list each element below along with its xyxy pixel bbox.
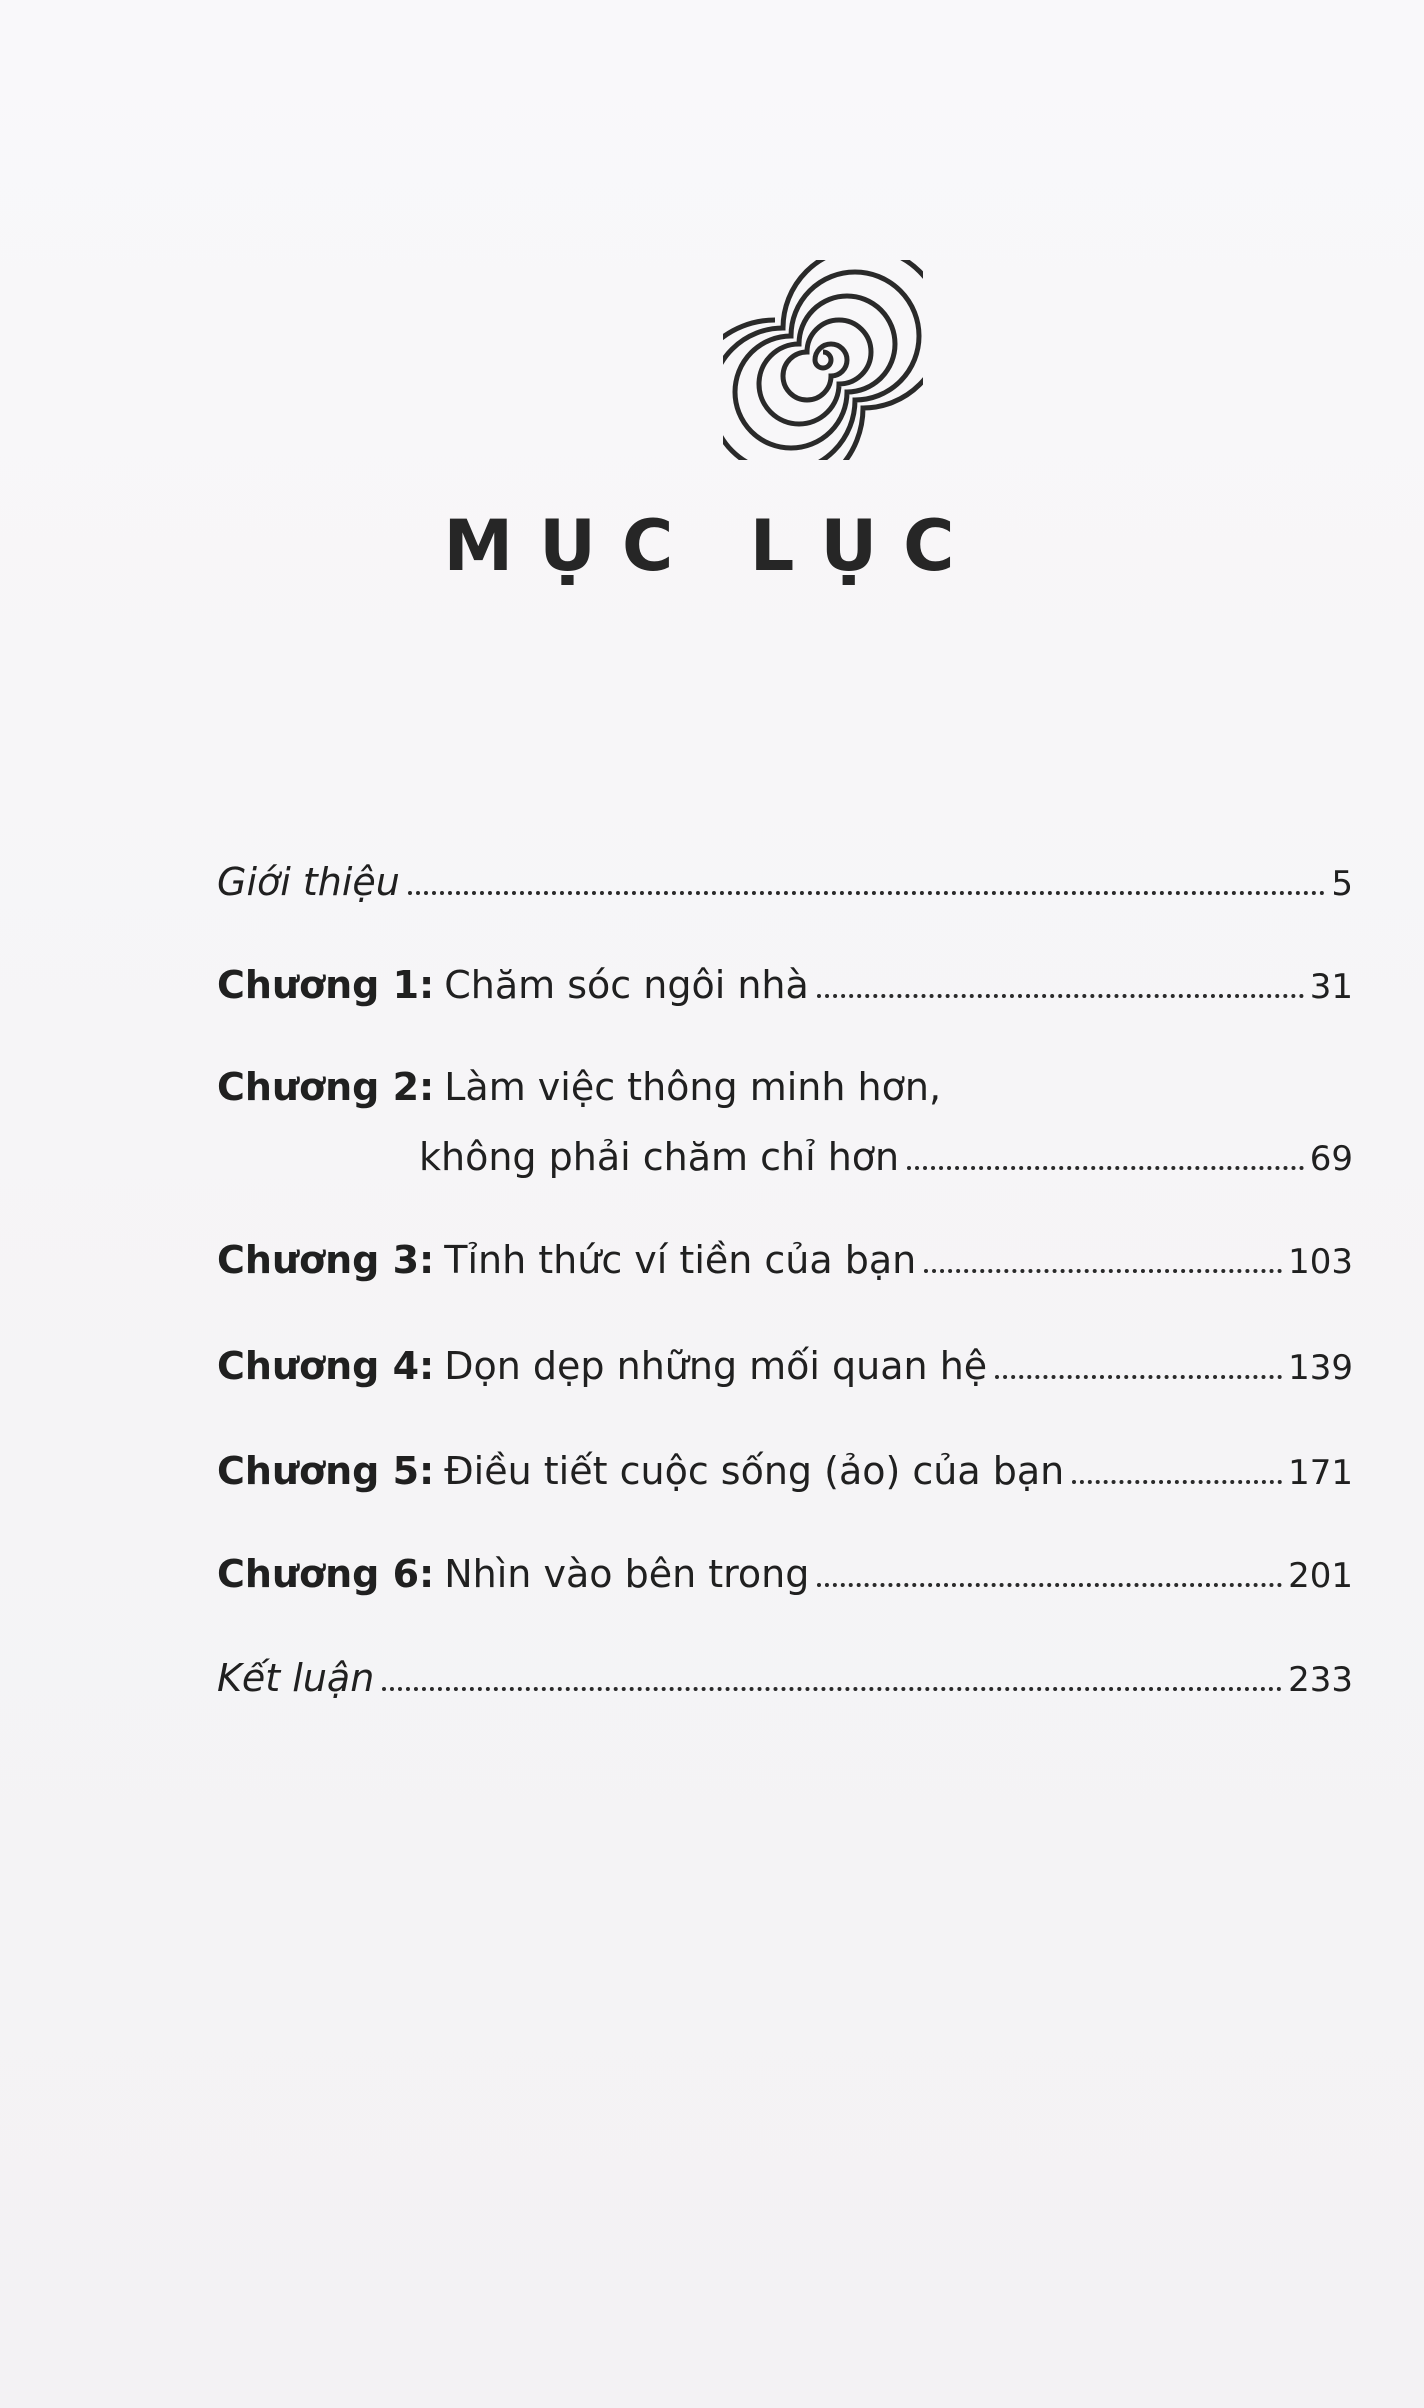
toc-entry-title: Kết luận xyxy=(217,1656,375,1700)
toc-entry-page: 103 xyxy=(1288,1242,1353,1282)
toc-entry-page: 139 xyxy=(1288,1348,1353,1388)
toc-entry-title: Dọn dẹp những mối quan hệ xyxy=(444,1344,988,1388)
toc-entry-title: Nhìn vào bên trong xyxy=(444,1552,810,1596)
dot-leader xyxy=(408,891,1325,895)
toc-entry-chapter: Chương 1: xyxy=(217,963,435,1007)
toc-entry-chapter-5 xyxy=(217,1449,1353,1495)
toc-entry-chapter: Chương 6: xyxy=(217,1552,435,1596)
dot-leader xyxy=(924,1269,1282,1273)
toc-entry-chapter-2 xyxy=(217,1065,1353,1111)
toc-entry-page: 233 xyxy=(1288,1660,1353,1700)
toc-entry-chapter-2-continued xyxy=(419,1135,1353,1181)
toc-entry-title: Tỉnh thức ví tiền của bạn xyxy=(444,1238,917,1282)
dot-leader xyxy=(817,994,1304,998)
dot-leader xyxy=(907,1166,1304,1170)
dot-leader xyxy=(382,1687,1282,1691)
page-title: MỤC LỤC xyxy=(443,505,981,587)
toc-entry-page: 171 xyxy=(1288,1453,1353,1493)
toc-entry-title: Điều tiết cuộc sống (ảo) của bạn xyxy=(444,1449,1065,1493)
toc-entry-chapter-4 xyxy=(217,1344,1353,1390)
dot-leader xyxy=(995,1375,1282,1379)
toc-entry-page: 5 xyxy=(1331,864,1353,904)
toc-entry-title-line2: không phải chăm chỉ hơn xyxy=(419,1135,900,1179)
spiral-icon xyxy=(723,260,923,460)
toc-entry-page: 31 xyxy=(1309,967,1353,1007)
toc-entry-chapter: Chương 2: xyxy=(217,1065,435,1109)
toc-entry-conclusion xyxy=(217,1656,1353,1702)
toc-entry-chapter: Chương 3: xyxy=(217,1238,435,1282)
toc-entry-chapter: Chương 4: xyxy=(217,1344,435,1388)
toc-entry-page: 69 xyxy=(1309,1139,1353,1179)
toc-entry-chapter-1 xyxy=(217,963,1353,1009)
dot-leader xyxy=(1072,1480,1282,1484)
toc-entry-page: 201 xyxy=(1288,1556,1353,1596)
toc-entry-title: Chăm sóc ngôi nhà xyxy=(444,963,809,1007)
toc-entry-intro xyxy=(217,860,1353,906)
toc-entry-chapter: Chương 5: xyxy=(217,1449,435,1493)
toc-entry-chapter-3 xyxy=(217,1238,1353,1284)
dot-leader xyxy=(817,1583,1282,1587)
toc-entry-title: Giới thiệu xyxy=(217,860,400,904)
toc-entry-title: Làm việc thông minh hơn, xyxy=(444,1065,942,1109)
toc-entry-chapter-6 xyxy=(217,1552,1353,1598)
